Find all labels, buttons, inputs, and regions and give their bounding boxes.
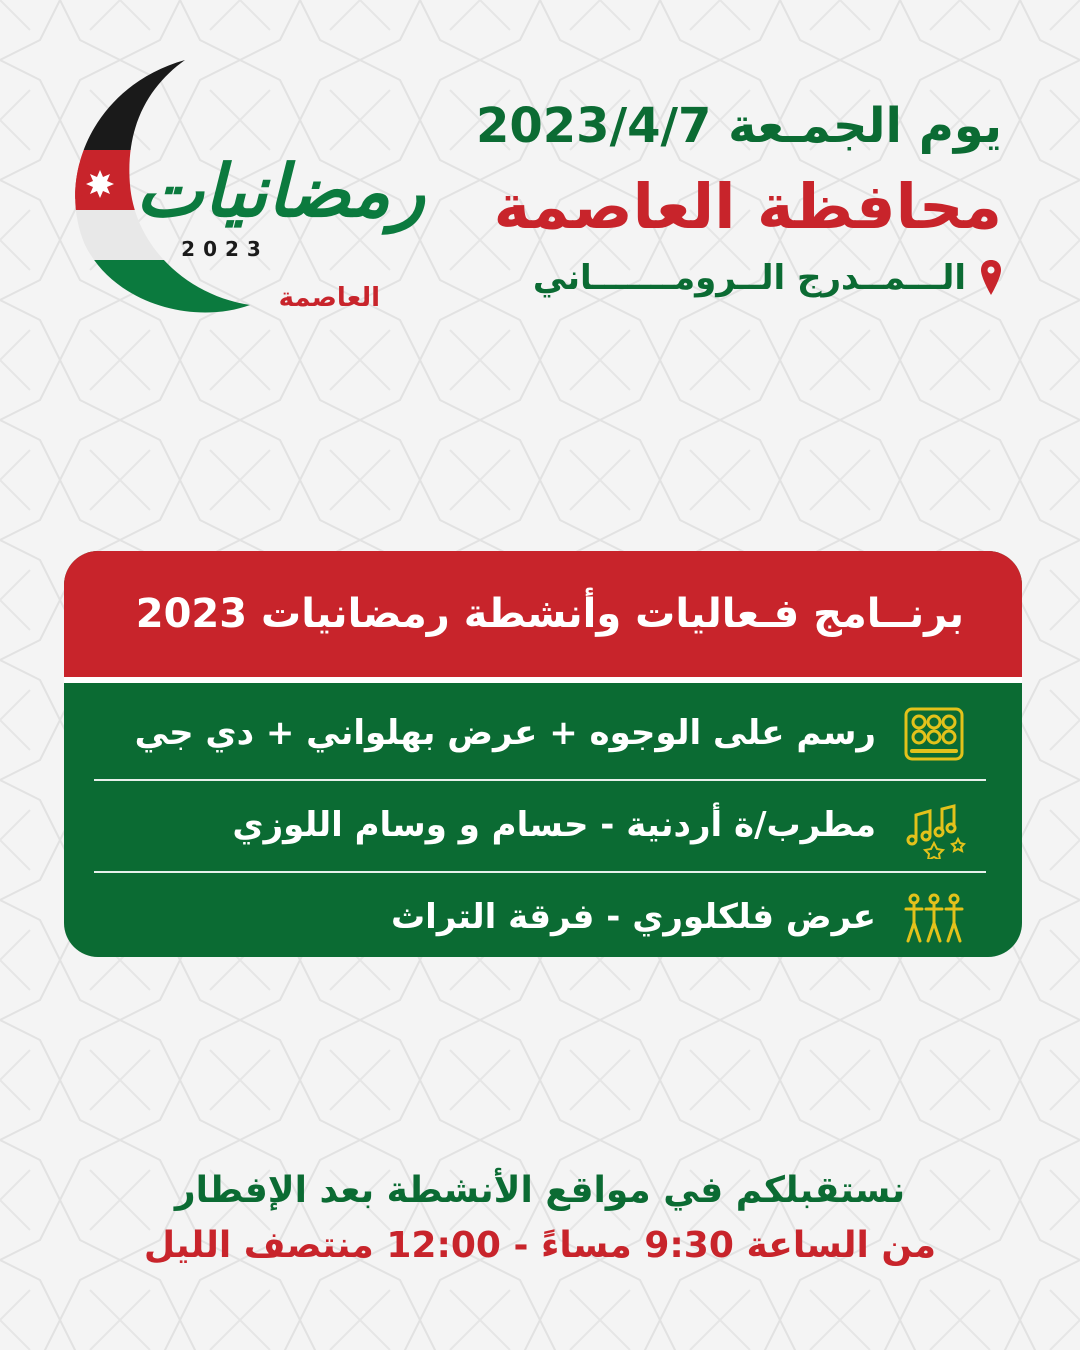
ramadaniyat-logo <box>55 55 425 330</box>
program-card <box>64 551 1022 957</box>
footer-time-text: من الساعة 9:30 مساءً - 12:00 منتصف الليل <box>143 1225 937 1266</box>
footer-welcome-text: نستقبلكم في مواقع الأنشطة بعد الإفطار <box>174 1170 906 1211</box>
location-line <box>402 258 1002 298</box>
location-text: الـــمــدرج الــرومـــــــاني <box>532 258 966 298</box>
logo-script-text: رمضانيات <box>135 148 425 233</box>
governorate-title: محافظة العاصمة <box>493 170 1002 243</box>
music-notes-icon <box>902 795 966 859</box>
logo-city: العاصمة <box>278 283 380 313</box>
program-item <box>94 873 986 957</box>
program-item <box>94 781 986 873</box>
program-item-text: مطرب/ة أردنية - حسام و وسام اللوزي <box>232 805 876 845</box>
program-item <box>94 689 986 781</box>
program-separator <box>64 677 1022 683</box>
folk-dancers-icon <box>902 887 966 951</box>
program-header <box>64 551 1022 677</box>
logo-year: 2023 <box>181 237 269 261</box>
event-date: يوم الجمـعة 2023/4/7 <box>475 98 1002 154</box>
map-pin-icon <box>980 259 1002 297</box>
program-item-text: رسم على الوجوه + عرض بهلواني + دي جي <box>134 713 876 753</box>
face-paint-palette-icon <box>902 703 966 767</box>
program-title: برنــامج فـعاليات وأنشطة رمضانيات 2023 <box>135 591 964 637</box>
program-item-text: عرض فلكلوري - فرقة التراث <box>391 897 876 937</box>
